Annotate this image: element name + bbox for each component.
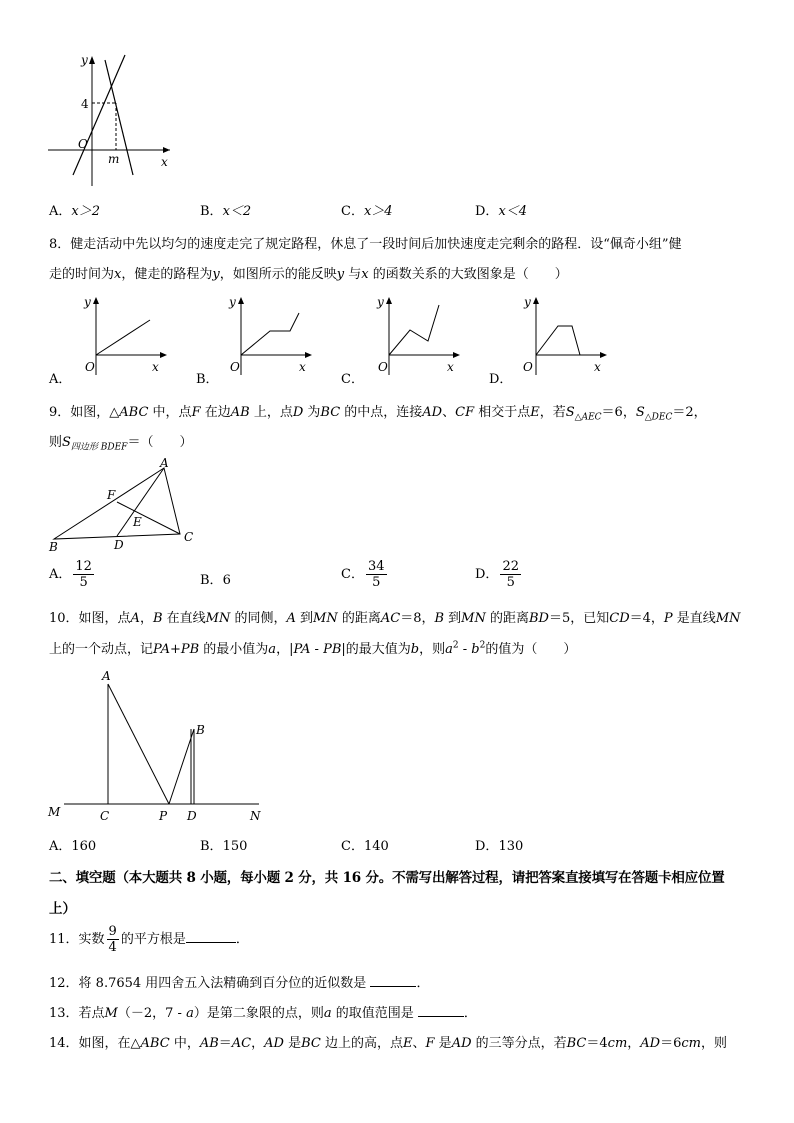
q10-option-a[interactable]: A．160 (49, 839, 97, 854)
q8b-o: O (230, 360, 240, 374)
q10-option-c[interactable]: C．140 (341, 839, 389, 854)
q8-graph-b[interactable] (215, 293, 315, 378)
q8a-o: O (85, 360, 95, 374)
q9-label-b: B (49, 540, 58, 554)
q9-triangle-figure (44, 455, 204, 555)
q12-answer-blank[interactable] (370, 974, 416, 987)
q8d-y: y (524, 295, 531, 309)
q8d-x: x (594, 360, 601, 374)
q10-option-d[interactable]: D．130 (475, 839, 524, 854)
q10-stem-line1: 10．如图，点A，B 在直线MN 的同侧，A 到MN 的距离AC＝8，B 到MN 的距离BD＝5，已知CD＝4，P 是直线MN (49, 611, 741, 626)
q9-label-e: E (133, 515, 142, 529)
q7-option-c[interactable]: C．x＞4 (341, 204, 393, 219)
q13-stem: 13．若点M（－2，7 - a）是第二象限的点，则a 的取值范围是 ． (49, 1006, 477, 1021)
q8c-y: y (377, 295, 384, 309)
q9-label-c: C (184, 530, 194, 544)
q8c-x: x (447, 360, 454, 374)
q8-option-b-letter[interactable]: B． (196, 372, 219, 387)
q7-option-a[interactable]: A．x＞2 (49, 204, 100, 219)
q8-graph-d[interactable] (510, 293, 610, 378)
q10-label-a: A (102, 669, 111, 683)
q9-stem-line1: 9．如图，△ABC 中，点F 在边AB 上，点D 为BC 的中点，连接AD、CF 相交于点E，若$S_{\triangle AEC}=6$，$S_{\triangle DEC}=2$， (49, 405, 707, 423)
q7-x-tick: m (108, 152, 120, 166)
q10-label-p: P (159, 809, 168, 823)
q9-stem-line2: 则$S_{四边形 BDEF}=$（ ） (49, 435, 193, 453)
q7-x-label: x (161, 155, 168, 169)
q8-stem-line1: 8．健走活动中先以均匀的速度走完了规定路程，休息了一段时间后加快速度走完剩余的路程．设“佩奇小组”健 (49, 237, 682, 252)
q8c-o: O (378, 360, 388, 374)
q10-label-c: C (100, 809, 110, 823)
q9-label-d: D (114, 538, 124, 552)
q8a-y: y (84, 295, 91, 309)
q9-label-a: A (160, 456, 169, 470)
q14-stem: 14．如图，在△ABC 中，AB＝AC，AD 是BC 边上的高，点E、F 是AD 的三等分点，若BC＝4cm，AD＝6cm，则 (49, 1036, 728, 1051)
q9-option-b[interactable]: B．6 (200, 573, 231, 588)
q7-graph (45, 50, 175, 190)
section2-heading-line2: 上） (49, 901, 76, 917)
q8-option-d-letter[interactable]: D． (489, 372, 513, 387)
q10-option-b[interactable]: B．150 (200, 839, 248, 854)
q9-option-c[interactable]: C． $\frac{34}{5}$ (341, 559, 385, 590)
q8-option-c-letter[interactable]: C． (341, 372, 364, 387)
q7-origin-label: O (78, 137, 88, 151)
q13-answer-blank[interactable] (418, 1004, 464, 1017)
q10-label-d: D (187, 809, 197, 823)
q12-stem: 12．将 8.7654 用四舍五入法精确到百分位的近似数是 ． (49, 976, 430, 991)
q8-graph-a[interactable] (70, 293, 170, 378)
q7-y-label: y (81, 53, 88, 67)
q10-stem-line2: 上的一个动点，记PA+PB 的最小值为a，|PA - PB|的最大值为b，则$a^2 - b^2$的值为（ ） (49, 640, 577, 657)
q9-option-a[interactable]: A． $\frac{12}{5}$ (49, 559, 92, 590)
q7-y-tick: 4 (81, 97, 89, 111)
section2-heading-line1: 二、填空题（本大题共 8 小题，每小题 2 分，共 16 分。不需写出解答过程，请把答案直接填写在答题卡相应位置 (49, 870, 725, 886)
q10-label-n: N (250, 809, 261, 823)
q8-graph-c[interactable] (363, 293, 463, 378)
q10-label-b: B (196, 723, 205, 737)
q10-figure (44, 664, 274, 824)
q8-option-a-letter[interactable]: A． (49, 372, 72, 387)
q7-option-b[interactable]: B．x＜2 (200, 204, 252, 219)
q8b-x: x (299, 360, 306, 374)
q9-label-f: F (107, 488, 116, 502)
q8a-x: x (152, 360, 159, 374)
q10-label-m: M (48, 805, 61, 819)
q11-stem: 11．实数 $\frac{9}{4}$ 的平方根是 ． (49, 924, 249, 955)
q8-stem-line2: 走的时间为x，健走的路程为y，如图所示的能反映y 与x 的函数关系的大致图象是（ ） (49, 267, 568, 282)
q8d-o: O (523, 360, 533, 374)
q11-answer-blank[interactable] (186, 930, 236, 943)
q8b-y: y (229, 295, 236, 309)
q7-option-d[interactable]: D．x＜4 (475, 204, 528, 219)
q9-option-d[interactable]: D． $\frac{22}{5}$ (475, 559, 519, 590)
